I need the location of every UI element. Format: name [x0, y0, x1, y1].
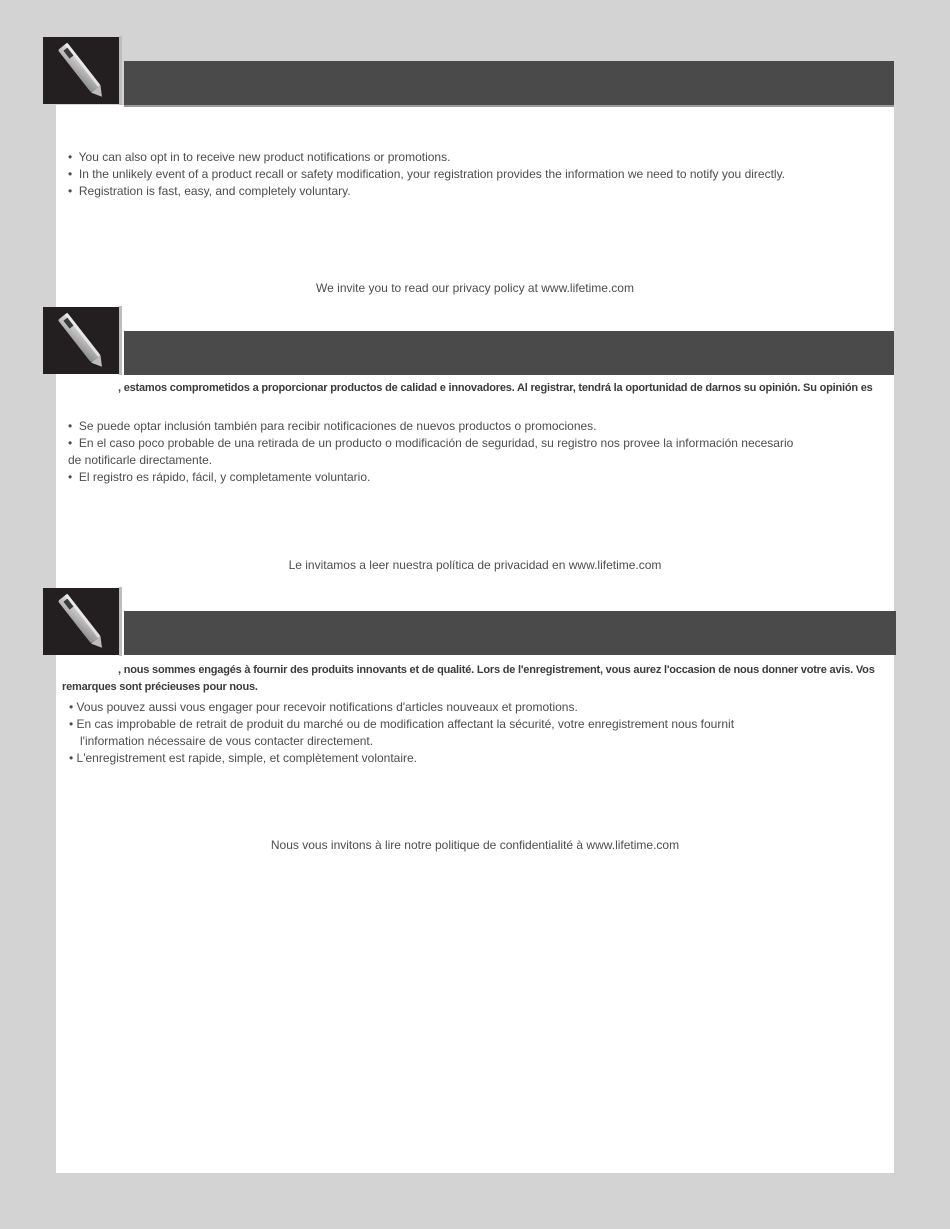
privacy-notice-french: Nous vous invitons à lire notre politique de confidentialité à www.lifetime.com	[270, 838, 680, 852]
header-shadow	[124, 105, 894, 107]
french-bullet-list	[69, 699, 889, 767]
pencil-icon	[43, 37, 119, 104]
list-item: • En cas improbable de retrait de produit du marché ou de modification affectant la sécurité, votre enregistrement nous fournit	[69, 717, 735, 731]
list-item: • L'enregistrement est rapide, simple, et complètement volontaire.	[69, 751, 418, 765]
list-item: • In the unlikely event of a product recall or safety modification, your registration provides the information we need to notify you directly.	[68, 167, 786, 181]
header-bar-french	[124, 611, 896, 655]
pencil-icon	[43, 307, 119, 374]
list-item: de notificarle directamente.	[68, 453, 213, 467]
privacy-notice-english: We invite you to read our privacy policy at www.lifetime.com	[316, 281, 634, 295]
header-bar-english	[124, 61, 894, 105]
list-item: • El registro es rápido, fácil, y completamente voluntario.	[68, 470, 371, 484]
pencil-icon	[43, 588, 119, 655]
list-item: • En el caso poco probable de una retirada de un producto o modificación de seguridad, su registro nos provee la información necesario	[68, 436, 794, 450]
french-intro-line1: , nous sommes engagés à fournir des produits innovants et de qualité. Lors de l'enregistrement, vous aurez l'occasion de nous donner votre avis. Vos	[118, 664, 875, 676]
list-item: • Vous pouvez aussi vous engager pour recevoir notifications d'articles nouveaux et promotions.	[69, 700, 578, 714]
list-item: • Se puede optar inclusión también para recibir notificaciones de nuevos productos o promociones.	[68, 419, 597, 433]
privacy-notice-spanish: Le invitamos a leer nuestra política de privacidad en www.lifetime.com	[288, 558, 662, 572]
icon-divider	[119, 306, 122, 375]
list-item: l'information nécessaire de vous contacter directement.	[80, 734, 374, 748]
list-item: • You can also opt in to receive new product notifications or promotions.	[68, 150, 451, 164]
list-item: • Registration is fast, easy, and completely voluntary.	[68, 184, 351, 198]
icon-divider	[119, 36, 122, 105]
header-bar-spanish	[124, 331, 894, 375]
icon-divider	[119, 587, 122, 656]
french-intro-line2: remarques sont précieuses pour nous.	[62, 681, 258, 693]
english-bullet-list	[68, 149, 888, 200]
spanish-bullet-list	[68, 418, 888, 486]
spanish-intro: , estamos comprometidos a proporcionar productos de calidad e innovadores. Al registrar, tendrá la oportunidad de darnos su opinión. Su opinión es	[118, 382, 873, 394]
